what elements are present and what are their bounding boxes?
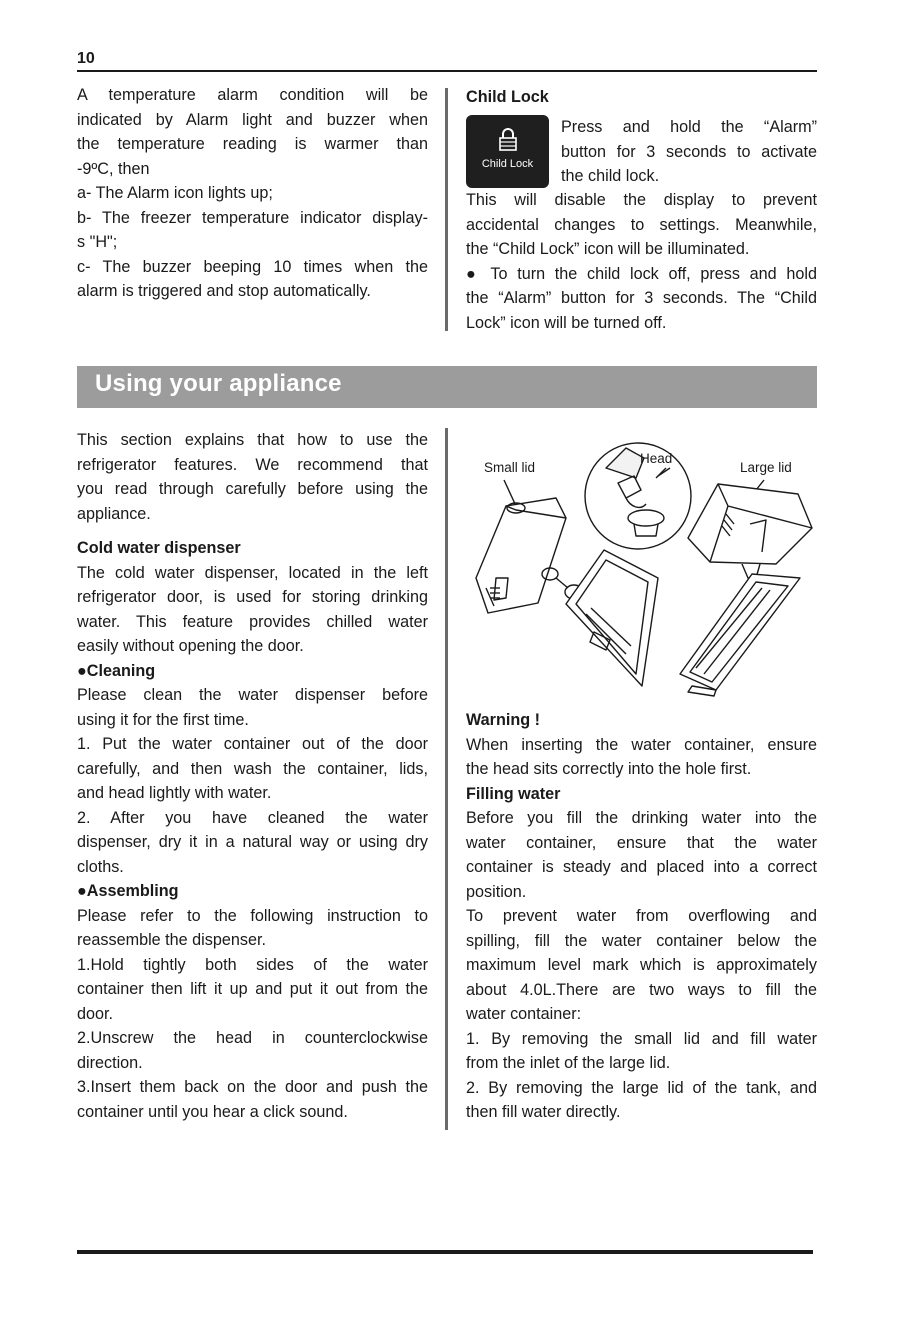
cleaning-line: dispenser, dry it in a natural way or using dry <box>77 833 428 851</box>
assembling-line: door. <box>77 1004 114 1023</box>
assembling-line: reassemble the dispenser. <box>77 931 266 949</box>
filling-line: water container: <box>466 1005 582 1023</box>
child-lock-icon-label: Child Lock <box>481 158 534 170</box>
page-number: 10 <box>77 50 95 67</box>
assembling-line: Please refer to the following instruction to <box>77 906 428 925</box>
alarm-item-c-cont: alarm is triggered and stop automatically. <box>77 282 371 300</box>
child-lock-body <box>466 188 817 335</box>
assembling-line: container until you hear a click sound. <box>77 1102 348 1121</box>
alarm-item-b: b- The freezer temperature indicator display- <box>77 208 428 227</box>
cleaning-heading: ●Cleaning <box>77 661 156 680</box>
filling-line: container is steady and placed into a correct <box>466 858 817 876</box>
alarm-item-b-cont: s "H"; <box>77 233 118 251</box>
left-column <box>77 428 428 1124</box>
small-lid-label: Small lid <box>484 460 536 475</box>
intro-line: refrigerator features. We recommend that <box>77 455 428 474</box>
intro-line: appliance. <box>77 504 151 523</box>
top-column-divider <box>445 88 448 331</box>
intro-line: This section explains that how to use the <box>77 431 428 449</box>
alarm-line: -9ºC, then <box>77 159 150 178</box>
child-lock-bullet-line: ● To turn the child lock off, press and hold <box>466 264 817 283</box>
alarm-item-a: a- The Alarm icon lights up; <box>77 184 273 202</box>
filling-line: then fill water directly. <box>466 1103 621 1121</box>
child-lock-title: Child Lock <box>466 88 549 106</box>
alarm-item-c: c- The buzzer beeping 10 times when the <box>77 257 428 276</box>
head-label: Head <box>640 451 673 466</box>
child-lock-body-line: This will disable the display to prevent <box>466 191 817 209</box>
right-column <box>466 708 817 1125</box>
top-rule <box>77 70 817 72</box>
filling-line: water container, ensure that the water <box>466 833 817 852</box>
child-lock-side-line: Press and hold the “Alarm” <box>561 118 817 136</box>
cold-water-line: refrigerator door, is used for storing drinking <box>77 588 428 606</box>
section-title: Using your appliance <box>95 370 342 397</box>
cleaning-line: using it for the first time. <box>77 710 249 729</box>
filling-line: 1. By removing the small lid and fill water <box>466 1029 817 1048</box>
alarm-line: indicated by Alarm light and buzzer when <box>77 110 428 129</box>
assembling-line: 1.Hold tightly both sides of the water <box>77 955 428 974</box>
filling-line: 2. By removing the large lid of the tank, and <box>466 1078 817 1097</box>
alarm-text <box>77 83 428 304</box>
warning-line: the head sits correctly into the hole first. <box>466 760 752 778</box>
intro-line: you read through carefully before using the <box>77 480 428 498</box>
alarm-line: A temperature alarm condition will be <box>77 86 428 104</box>
cleaning-line: and head lightly with water. <box>77 784 272 802</box>
child-lock-bullet-line: Lock” icon will be turned off. <box>466 313 667 332</box>
large-lid-label: Large lid <box>740 460 792 475</box>
assembling-line: 2.Unscrew the head in counterclockwise <box>77 1029 428 1047</box>
assembling-heading: ●Assembling <box>77 882 179 900</box>
cleaning-line: Please clean the water dispenser before <box>77 686 428 704</box>
cleaning-line: cloths. <box>77 857 124 876</box>
child-lock-body-line: accidental changes to settings. Meanwhile, <box>466 215 817 234</box>
filling-line: position. <box>466 882 527 901</box>
cold-water-line: easily without opening the door. <box>77 637 304 655</box>
cold-water-line: The cold water dispenser, located in the left <box>77 563 428 582</box>
child-lock-bullet-line: the “Alarm” button for 3 seconds. The “Child <box>466 289 817 307</box>
lock-icon <box>499 127 517 151</box>
cold-water-line: water. This feature provides chilled water <box>77 612 428 631</box>
child-lock-icon <box>466 115 549 188</box>
filling-line: maximum level mark which is approximately <box>466 956 817 974</box>
child-lock-side-line: the child lock. <box>561 167 660 185</box>
cleaning-line: carefully, and then wash the container, lids, <box>77 759 428 778</box>
filling-line: spilling, fill the water container below the <box>466 931 817 950</box>
cold-water-heading: Cold water dispenser <box>77 539 241 557</box>
assembling-line: 3.Insert them back on the door and push the <box>77 1078 428 1096</box>
assembling-line: direction. <box>77 1053 143 1072</box>
warning-heading: Warning ! <box>466 711 541 729</box>
warning-line: When inserting the water container, ensure <box>466 735 817 754</box>
main-column-divider <box>445 428 448 1130</box>
cleaning-line: 2. After you have cleaned the water <box>77 808 428 827</box>
child-lock-side-line: button for 3 seconds to activate <box>561 142 817 161</box>
child-lock-side-text <box>561 115 817 189</box>
child-lock-body-line: the “Child Lock” icon will be illuminated. <box>466 240 750 258</box>
cleaning-line: 1. Put the water container out of the door <box>77 735 428 753</box>
bottom-rule <box>77 1250 813 1254</box>
filling-line: about 4.0L.There are two ways to fill the <box>466 980 817 999</box>
filling-line: To prevent water from overflowing and <box>466 907 817 925</box>
filling-line: Before you fill the drinking water into the <box>466 809 817 827</box>
filling-line: from the inlet of the large lid. <box>466 1054 671 1072</box>
assembling-line: container then lift it up and put it out from the <box>77 980 428 998</box>
filling-heading: Filling water <box>466 784 561 803</box>
alarm-line: the temperature reading is warmer than <box>77 135 428 153</box>
dispenser-figure <box>466 428 818 698</box>
section-banner <box>77 366 817 408</box>
